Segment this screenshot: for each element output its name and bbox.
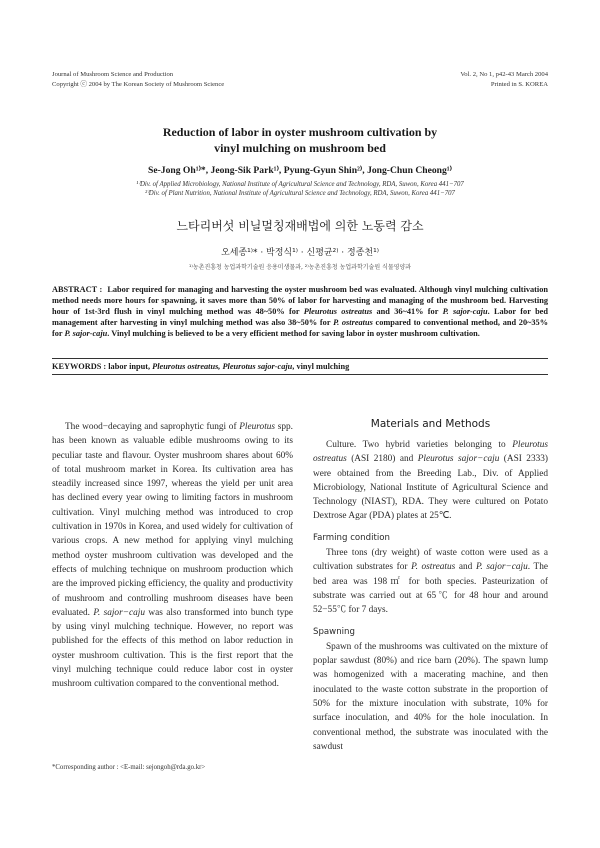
journal-header	[52, 70, 224, 90]
affiliation-2: ²⁾Div. of Plant Nutrition, National Institute of Agricultural Science and Technology, RDA, Suwon, Korea 441−707	[145, 190, 455, 197]
methods-text: (ASI 2333) were obtained from the Breeding Lab., Div. of Applied Microbiology, National Institute of Agricultural Science and Technology (NIAST), RDA. They were cultured on Potato Dextrose Agar (PDA) plates at 25℃.	[313, 454, 549, 522]
methods-text: (ASI 2180) and	[346, 454, 418, 465]
abstract-text: . Vinyl mulching is believed to be a very efficient method for saving labor in oyster mushroom cultivation.	[107, 329, 480, 338]
volume-line: Vol. 2, No 1, p42-43 March 2004	[460, 71, 548, 78]
korean-affiliations: ¹⁾농촌진흥청 농업과학기술원 응용미생물과, ²⁾농촌진흥청 농업과학기술원 식물영양과	[188, 264, 412, 271]
methods-column	[313, 438, 548, 754]
species-name: Pleurotus ostreatus	[303, 307, 373, 316]
genus-name: Pleurotus	[239, 422, 276, 432]
abstract-text: . Labor for bed management after harvesting in vinyl mulching method was also 38~50% for	[52, 307, 548, 327]
keywords-bottom-rule	[52, 374, 548, 375]
culture-paragraph	[313, 438, 548, 524]
species-name: P. sajor-caju	[442, 307, 488, 316]
abstract-text: and 36~41% for	[372, 307, 443, 316]
species-name: Pleurotus ostreatus	[313, 440, 548, 465]
species-name: P. ostreatus	[411, 562, 456, 573]
journal-name: Journal of Mushroom Science and Production	[52, 71, 174, 78]
korean-authors: 오세종¹⁾* · 박정식¹⁾ · 신평균²⁾ · 정종천¹⁾	[221, 248, 379, 258]
author-list: Se-Jong Oh¹⁾*, Jeong-Sik Park¹⁾, Pyung-Gyun Shin²⁾, Jong-Chun Cheong¹⁾	[147, 165, 453, 176]
keywords-label: KEYWORDS :	[52, 362, 107, 371]
keywords-text: labor input,	[106, 362, 153, 371]
farming-condition-heading: Farming condition	[313, 532, 390, 543]
intro-text: was also transformed into bunch type by using vinyl mulching technique. However, no report was published for the effects of this method on labor reduction in oyster mushroom cultivation. This is the first report that the vinyl mulching technique could reduce labor cost in oyster mushroom cultivation compared to the conventional method.	[52, 607, 293, 690]
methods-text: and	[455, 562, 476, 573]
methods-text: . The bed area was 198㎡ for both species. Pasteurization of substrate was carried out at 65℃ for 48 hour and around 52−55℃ for 7 days.	[313, 562, 548, 616]
methods-text: Culture. Two hybrid varieties belonging to	[326, 440, 513, 450]
methods-text: Three tons (dry weight) of waste cotton were used as a cultivation substrates for	[313, 548, 548, 573]
affiliation-1: ¹⁾Div. of Applied Microbiology, National Institute of Agricultural Science and Technology, RDA, Suwon, Korea 441−707	[136, 181, 464, 188]
keywords-text: , vinyl mulching	[292, 362, 350, 371]
abstract	[52, 284, 548, 339]
abstract-label: ABSTRACT :	[52, 285, 103, 294]
keywords-top-rule	[52, 358, 548, 359]
issue-header	[460, 70, 548, 90]
spawning-paragraph: Spawn of the mushrooms was cultivated on the mixture of poplar sawdust (80%) and rice barn (20%). The spawn lump was homogenized with a macerating machine, and then inoculated to the waste cotton substrate in the proportion of 50% for the mixture inoculation with substrate, 10% for surface inoculation, and 40% for the hole inoculation. In conventional method, the substrate was inoculated with the sawdust	[313, 641, 548, 752]
intro-text: The wood−decaying and saprophytic fungi of	[65, 422, 240, 432]
introduction-paragraph	[52, 420, 293, 692]
title-line-1: Reduction of labor in oyster mushroom cultivation by	[162, 125, 438, 139]
spawning-heading: Spawning	[313, 626, 355, 637]
korean-title: 느타리버섯 비닐멀칭재배법에 의한 노동력 감소	[176, 219, 424, 233]
farming-paragraph	[313, 546, 548, 617]
methods-heading: Materials and Methods	[370, 418, 491, 430]
title-line-2: vinyl mulching on mushroom bed	[214, 141, 386, 155]
species-name: P. sajor-caju	[64, 329, 108, 338]
abstract-text: compared to conventional method, and 20~35% for	[52, 318, 549, 338]
intro-text: spp. has been known as valuable edible mushrooms owing to its peculiar taste and flavour. Oyster mushroom shares about 60% of total mushroom market in Korea. Its cultivation area has steadily increased since 1997, whereas the yield per unit area has declined every year owing to limiting factors in mushroom cultivation. Vinyl mulching method was introduced to crop cultivation in 1970s in Korea, and used widely for cultivation of various crops. A new method for applying vinyl mulching method oyster mushroom cultivation was developed and the effects of mulching technique on mushroom production which are the improved picking efficiency, the quality and productivity of mushroom and controlling mushroom diseases have been evaluated.	[52, 422, 293, 618]
corresponding-author-footnote: *Corresponding author : <E-mail: sejongoh@rda.go.kr>	[52, 764, 206, 771]
abstract-text: Labor required for managing and harvesting the oyster mushroom bed was evaluated. Although vinyl mulching cultivation method needs more hours for spawning, it saves more than 50% of labor for harvesting and managing of the mushroom bed. Harvesting hour of 1st-3rd flush in vinyl mulching method was 48~50% for	[52, 285, 549, 316]
printed-line: Printed in S. KOREA	[490, 81, 548, 88]
species-name: P. sajor−caju	[475, 562, 528, 573]
species-name: P. sajor−caju	[93, 607, 145, 618]
keywords	[52, 362, 548, 371]
keywords-species: Pleurotus ostreatus, Pleurotus sajor-caju	[152, 362, 293, 371]
species-name: Pleurotus sajor−caju	[417, 454, 500, 465]
copyright-line: Copyright ⓒ 2004 by The Korean Society of Mushroom Science	[52, 81, 225, 88]
paper-title	[0, 124, 600, 156]
species-name: P. ostreatus	[333, 318, 373, 327]
introduction-column	[52, 420, 293, 692]
